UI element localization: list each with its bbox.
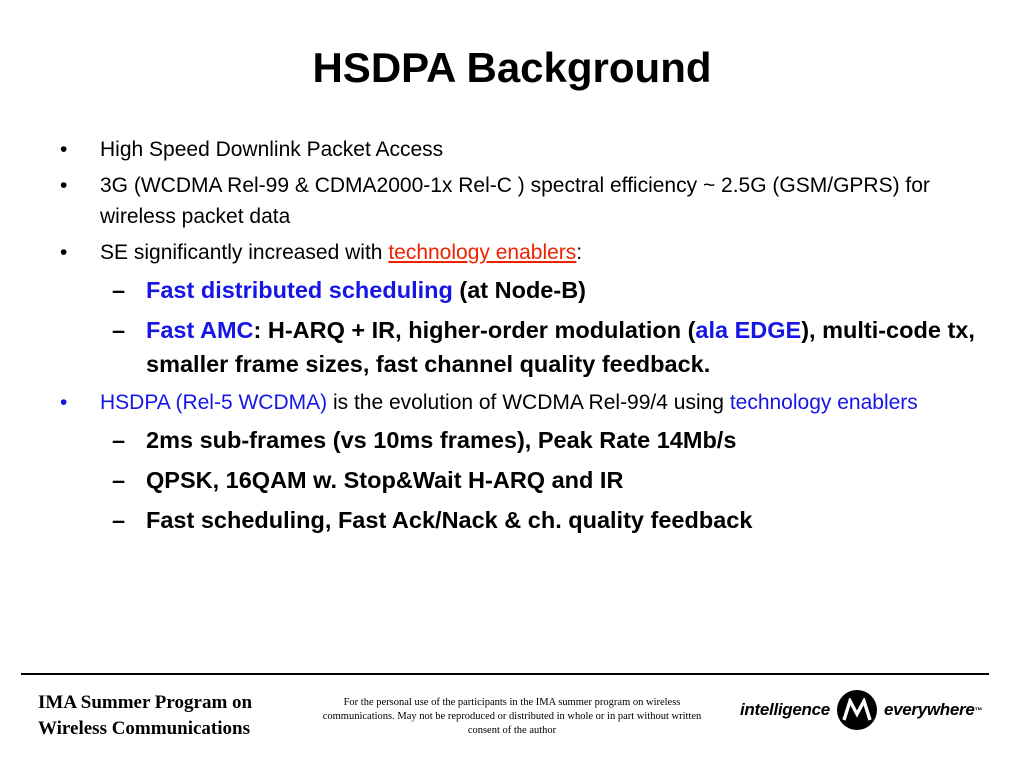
footer-program-line: IMA Summer Program on [38,692,253,713]
bullet-text: SE significantly increased with [100,241,389,264]
sub-bullet-item [60,423,980,457]
sub-bullet-item [60,463,980,497]
bullet-list [60,134,980,543]
slide-title: HSDPA Background [312,44,712,91]
sub-bullet-text: ), multi-code tx, smaller frame sizes, fast channel quality feedback. [146,317,975,377]
sub-bullet-text: QPSK, 16QAM w. Stop&Wait H-ARQ and IR [146,467,624,493]
bullet-marker: • [60,391,68,414]
trademark-mark: ™ [974,705,983,715]
bullet-item [60,237,980,268]
highlight-text: ala EDGE [695,317,802,343]
highlight-text: technology enablers [729,391,918,414]
bullet-marker: • [60,138,68,161]
bullet-text: High Speed Downlink Packet Access [100,138,444,161]
motorola-batwing-icon [837,690,877,730]
bullet-item [60,387,980,418]
footer-divider [21,673,989,675]
highlight-text: Fast distributed scheduling [146,277,453,303]
bullet-marker: • [60,241,68,264]
sub-bullet-text: Fast scheduling, Fast Ack/Nack & ch. quality feedback [146,507,753,533]
footer-notice: For the personal use of the participants in the IMA summer program on wireless communications. May not be reproduced or distributed in whole or in part without written consent of the author [322,697,702,736]
logo-text-left: intelligence [740,700,830,719]
sub-bullet-marker: – [112,467,126,493]
sub-bullet-text: (at Node-B) [452,277,586,303]
footer-program-line: Wireless Communications [38,718,250,739]
sub-bullet-marker: – [112,427,126,453]
sub-bullet-marker: – [112,317,126,343]
bullet-item [60,134,980,165]
technology-enablers-link[interactable]: technology enablers [388,241,577,264]
sub-bullet-text: 2ms sub-frames (vs 10ms frames), Peak Rate 14Mb/s [146,427,737,453]
highlight-text: HSDPA (Rel-5 WCDMA) [100,391,328,414]
bullet-item [60,170,980,232]
bullet-text-suffix: : [576,241,583,264]
sub-bullet-item [60,503,980,537]
bullet-marker: • [60,174,68,197]
sub-bullet-marker: – [112,507,126,533]
bullet-text: is the evolution of WCDMA Rel-99/4 using [327,391,730,414]
sub-bullet-item [60,273,980,307]
sub-bullet-text: : H-ARQ + IR, higher-order modulation ( [253,317,696,343]
bullet-text: 3G (WCDMA Rel-99 & CDMA2000-1x Rel-C ) spectral efficiency ~ 2.5G (GSM/GPRS) for wireless packet data [100,174,930,228]
sub-bullet-marker: – [112,277,126,303]
motorola-logo [740,688,982,732]
footer-program-name [38,690,252,742]
sub-bullet-item [60,313,980,381]
logo-text-right: everywhere [883,700,975,719]
highlight-text: Fast AMC [146,317,254,343]
